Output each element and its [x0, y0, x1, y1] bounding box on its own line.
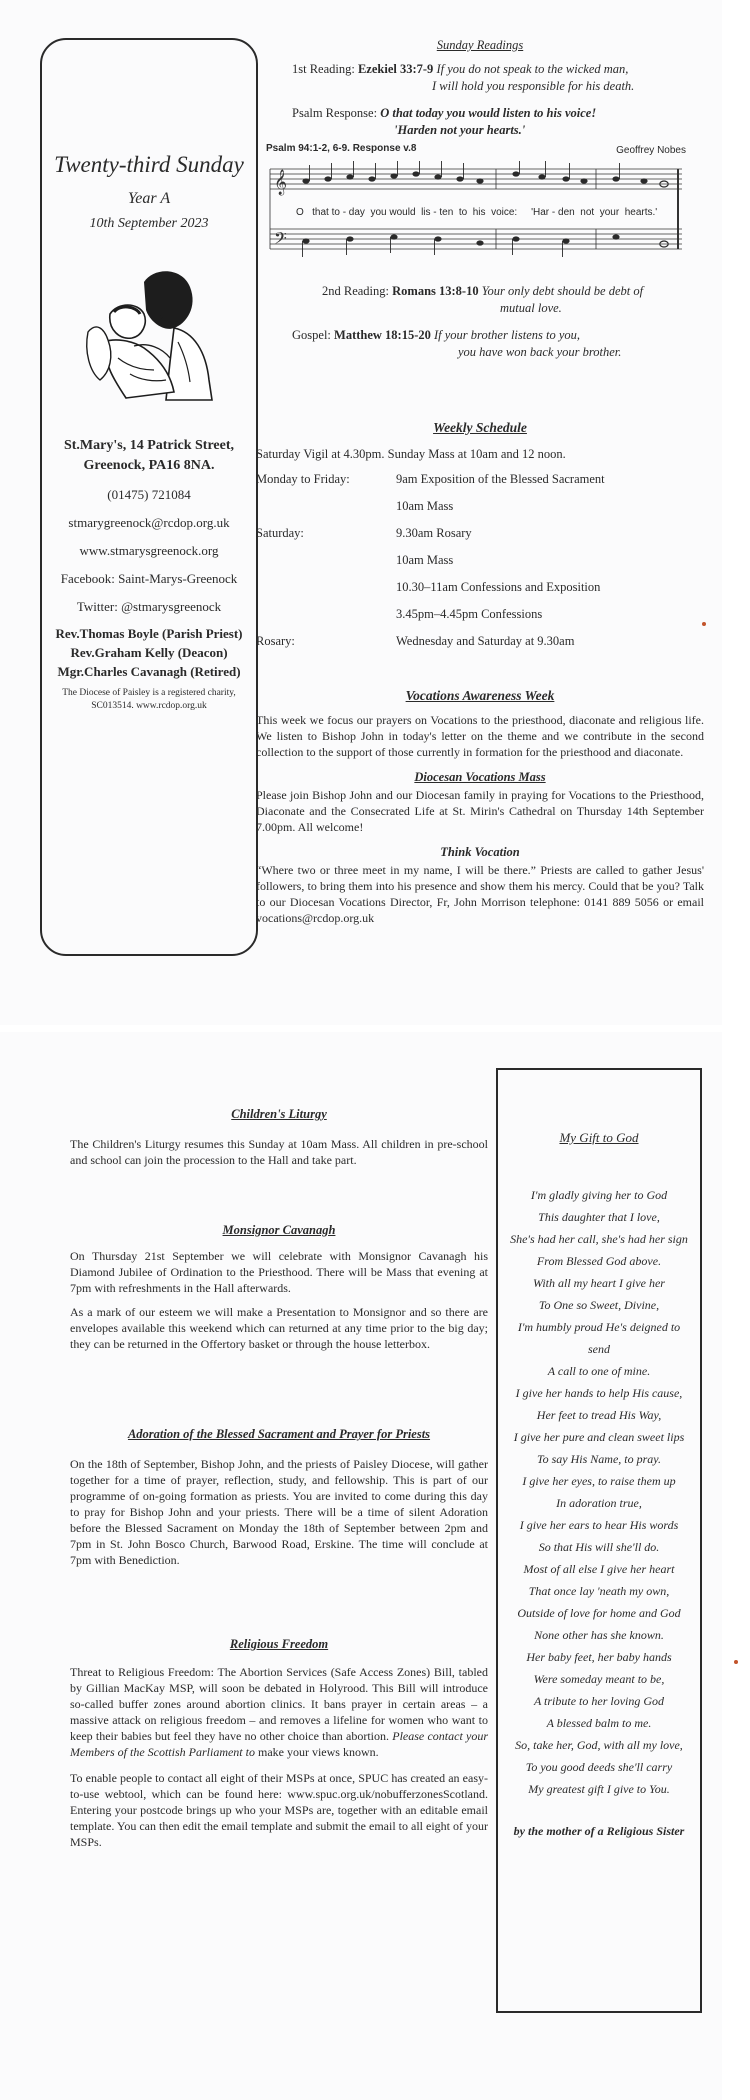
paper-mark: [702, 622, 706, 626]
email-address: stmarygreenock@rcdop.org.uk: [68, 515, 230, 530]
monsignor-heading: Monsignor Cavanagh: [222, 1223, 336, 1237]
poem-signature: by the mother of a Religious Sister: [513, 1824, 685, 1838]
poem-box: [496, 1068, 702, 2013]
adoration-section: [70, 1426, 488, 1568]
poem-line: I'm gladly giving her to God: [530, 1188, 668, 1202]
poem-line: Were someday meant to be,: [533, 1672, 665, 1686]
gospel-reading: Gospel: Matthew 18:15-20 If your brother listens to you, you have won back your brother.: [292, 328, 622, 359]
music-composer: Geoffrey Nobes: [616, 145, 686, 156]
poem-line: From Blessed God above.: [536, 1254, 662, 1268]
poem-line: With all my heart I give her: [533, 1276, 665, 1290]
schedule-row: 10am Mass: [396, 499, 454, 513]
poem-line: She's had her call, she's had her sign: [510, 1232, 688, 1246]
clergy-name: Rev.Graham Kelly (Deacon): [70, 645, 228, 660]
facebook-handle: Facebook: Saint-Marys-Greenock: [60, 571, 238, 586]
poem-line: To One so Sweet, Divine,: [538, 1298, 660, 1312]
think-vocation-heading: Think Vocation: [440, 845, 520, 859]
childrens-liturgy-heading: Children's Liturgy: [231, 1107, 327, 1121]
spuc-webtool-text: To enable people to contact all eight of their MSPs at once, SPUC has created an easy-to-use webtool, which can be found here: www.spuc.org.uk/nobufferzonesScotland. Entering your postcode brings up who your MSPs are, together with an editable email template. You can then edit the email template and submit the email to all eight of your MSPs.: [70, 1771, 488, 1849]
parent-and-child-illustration: [74, 262, 224, 402]
schedule-row: 3.45pm–4.45pm Confessions: [396, 607, 543, 621]
childrens-liturgy-section: [70, 1106, 488, 1168]
poem-line: A call to one of mine.: [547, 1364, 651, 1378]
poem-line: My greatest gift I give to You.: [528, 1782, 670, 1796]
childrens-liturgy-text: The Children's Liturgy resumes this Sunday at 10am Mass. All children in pre-school and school can join the procession to the Hall and take part.: [70, 1137, 488, 1167]
poem-line: I give her hands to help His cause,: [515, 1386, 683, 1400]
adoration-text: On the 18th of September, Bishop John, and the priests of Paisley Diocese, will gather together for a time of prayer, reflection, study, and fellowship. This is part of our programme of on-going formation as priests. You are invited to come during this day to pray for Bishop John and your priests. There will be a time of silent Adoration before the Blessed Sacrament on Monday the 18th of September between 2pm and 7pm in St. John Bosco Church, Barwood Road, Erskine. The time will conclude at 7pm with Benediction.: [70, 1457, 488, 1567]
clergy-name: Rev.Thomas Boyle (Parish Priest): [55, 626, 243, 641]
website: www.stmarysgreenock.org: [79, 543, 219, 558]
paper-mark: [734, 1660, 738, 1664]
bulletin-date: 10th September 2023: [89, 216, 209, 231]
clergy-list: [42, 624, 256, 681]
poem-line: That once lay 'neath my own,: [528, 1584, 670, 1598]
svg-text:𝄢: 𝄢: [274, 228, 287, 252]
svg-text:𝄞: 𝄞: [274, 170, 288, 195]
poem-line: This daughter that I love,: [538, 1210, 660, 1224]
religious-freedom-section: [70, 1636, 488, 1850]
vocations-mass-heading: Diocesan Vocations Mass: [414, 770, 546, 784]
think-vocation-text: “Where two or three meet in my name, I will be there.” Priests are called to gather Jesus' followers, to bring them into his presence and show them his mercy. Could that be you? Talk to our Diocesan Vocations Director, Fr, John Morrison telephone: 0141 889 5056 or email vocations@rcdop.org.uk: [256, 863, 704, 925]
music-reference: Psalm 94:1-2, 6-9. Response v.8: [266, 143, 417, 154]
poem-line: Her feet to tread His Way,: [536, 1408, 662, 1422]
schedule-row: Saturday: 9.30am Rosary: [256, 526, 472, 540]
church-address: St.Mary's, 14 Patrick Street, Greenock, PA16 8NA.: [63, 438, 235, 473]
sunday-readings-section: [256, 38, 704, 361]
vocations-heading: Vocations Awareness Week: [405, 688, 555, 703]
poem-line: I give her eyes, to raise them up: [522, 1474, 676, 1488]
psalm-response: Psalm Response: O that today you would listen to his voice! 'Harden not your hearts.': [292, 106, 597, 137]
poem-line: A tribute to her loving God: [533, 1694, 665, 1708]
sunday-title: Twenty-third Sunday: [54, 152, 244, 177]
poem-line: I give her pure and clean sweet lips: [513, 1430, 685, 1444]
schedule-table: [256, 466, 704, 655]
psalm-music-notation: [266, 143, 686, 279]
schedule-heading: Weekly Schedule: [433, 420, 527, 435]
vigil-mass-times: Saturday Vigil at 4.30pm. Sunday Mass at 10am and 12 noon.: [256, 447, 566, 461]
schedule-row: 10.30–11am Confessions and Exposition: [396, 580, 601, 594]
poem-line: Her baby feet, her baby hands: [526, 1650, 672, 1664]
music-staff: [266, 159, 686, 279]
schedule-row: Rosary: Wednesday and Saturday at 9.30am: [256, 634, 575, 648]
poem-line: Most of all else I give her heart: [523, 1562, 675, 1576]
bulletin-page-front: [0, 0, 722, 1025]
poem-line: To you good deeds she'll carry: [525, 1760, 673, 1774]
poem-line: send: [588, 1342, 610, 1356]
charity-notice: The Diocese of Paisley is a registered charity, SC013514. www.rcdop.org.uk: [62, 688, 236, 711]
clergy-name: Mgr.Charles Cavanagh (Retired): [57, 664, 241, 679]
weekly-schedule-section: [256, 420, 704, 655]
poem-line: In adoration true,: [556, 1496, 642, 1510]
poem-line: I'm humbly proud He's deigned to: [517, 1320, 681, 1334]
adoration-heading: Adoration of the Blessed Sacrament and Prayer for Priests: [127, 1427, 431, 1441]
poem-title: My Gift to God: [559, 1130, 639, 1145]
readings-heading: Sunday Readings: [436, 38, 524, 52]
parish-info-panel: [40, 38, 258, 956]
monsignor-text: On Thursday 21st September we will celebrate with Monsignor Cavanagh his Diamond Jubilee of Ordination to the Priesthood. There will be Mass that evening at 7pm with refreshments in the Hall afterwards.: [70, 1249, 488, 1295]
first-reading: 1st Reading: Ezekiel 33:7-9 If you do not speak to the wicked man, I will hold you responsible for his death.: [292, 62, 635, 93]
poem-line: So that His will she'll do.: [538, 1540, 660, 1554]
monsignor-presentation-text: As a mark of our esteem we will make a Presentation to Monsignor and so there are envelopes available this weekend which can returned at any time prior to the big day; they can be returned in the Offertory basket or through the house letterbox.: [70, 1305, 488, 1351]
vocations-text: This week we focus our prayers on Vocations to the priesthood, diaconate and religious life. We listen to Bishop John in today's letter on the theme and we contribute in the second collection to the support of those currently in formation for the priesthood and diaconate.: [256, 713, 704, 759]
religious-freedom-heading: Religious Freedom: [229, 1637, 329, 1651]
vocations-section: [256, 688, 704, 926]
poem-line: I give her ears to hear His words: [519, 1518, 679, 1532]
liturgical-year: Year A: [127, 190, 171, 207]
religious-freedom-text: Threat to Religious Freedom: The Abortion Services (Safe Access Zones) Bill, tabled by Gillian MacKay MSP, will soon be debated in Holyrood. This Bill will introduce so-called buffer zones around abortion clinics. It bans prayer in certain areas – a massive attack on religious freedom – and removes a lifeline for women who want to keep their babies but feel they have no other choice than abortion. Please contact your Members of the Scottish Parliament to make your views known.: [70, 1665, 489, 1759]
poem-line: To say His Name, to pray.: [537, 1452, 661, 1466]
schedule-row: 10am Mass: [396, 553, 454, 567]
poem-body: [498, 1184, 700, 1800]
poem-line: A blessed balm to me.: [546, 1716, 652, 1730]
phone-number: (01475) 721084: [107, 487, 191, 502]
music-lyrics: O that to - day you would lis - ten to his voice: 'Har - den not your hearts.': [296, 207, 658, 218]
vocations-mass-text: Please join Bishop John and our Diocesan family in praying for Vocations to the Priesthood, Diaconate and the Consecrated Life at St. Mirin's Cathedral on Thursday 14th September 7.00pm. All welcome!: [256, 788, 704, 834]
schedule-row: Monday to Friday: 9am Exposition of the Blessed Sacrament: [256, 472, 605, 486]
poem-line: Outside of love for home and God: [517, 1606, 681, 1620]
poem-line: None other has she known.: [534, 1628, 664, 1642]
monsignor-section: [70, 1222, 488, 1352]
second-reading: 2nd Reading: Romans 13:8-10 Your only debt should be debt of mutual love.: [322, 284, 644, 315]
twitter-handle: Twitter: @stmarysgreenock: [76, 599, 222, 614]
poem-line: So, take her, God, with all my love,: [515, 1738, 683, 1752]
